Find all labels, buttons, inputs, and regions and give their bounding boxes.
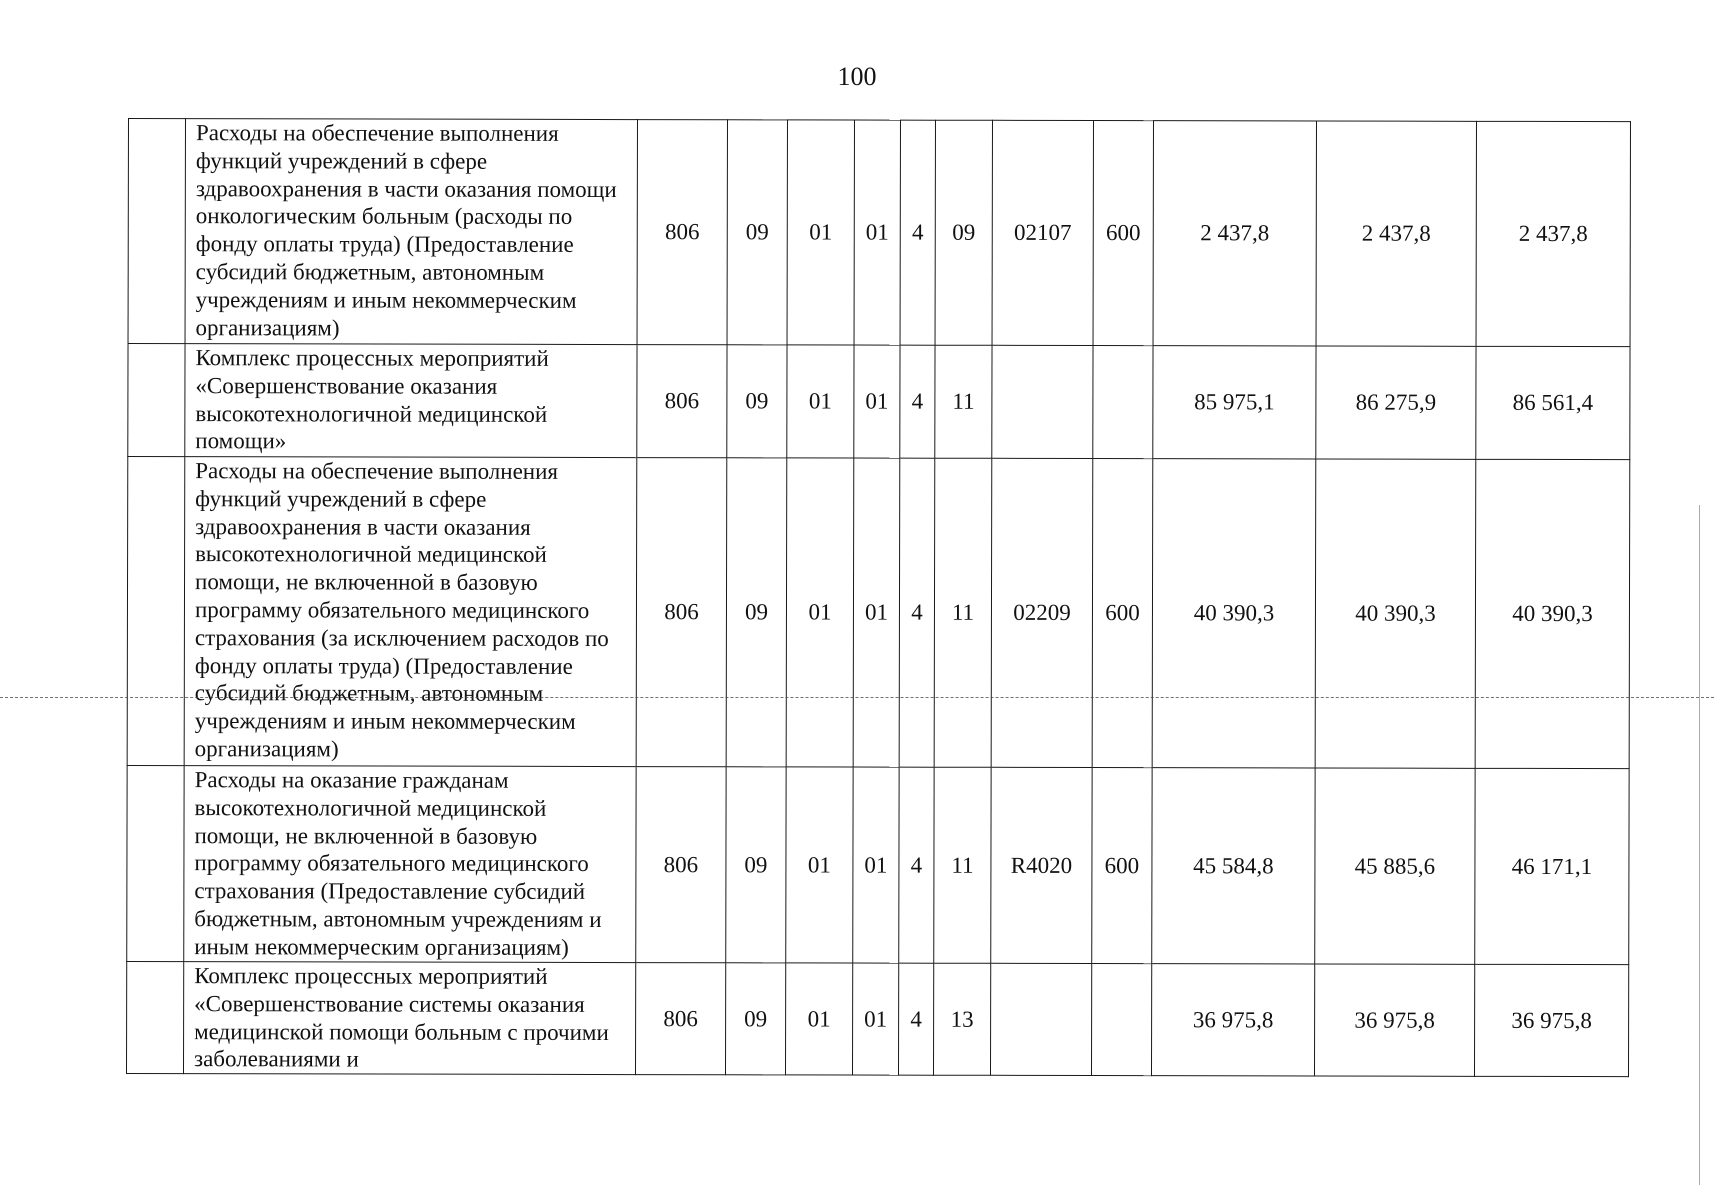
amount-year3-cell: 46 171,1	[1475, 768, 1629, 964]
amount-year3-cell: 2 437,8	[1476, 121, 1630, 346]
amount-year1-cell: 85 975,1	[1153, 346, 1316, 459]
amount-year2-cell: 36 975,8	[1314, 964, 1474, 1077]
expense-type-cell: 600	[1092, 459, 1153, 768]
row-number-cell	[127, 457, 185, 766]
ministry-code-cell: 806	[637, 120, 727, 345]
subsection-code-cell: 01	[785, 963, 852, 1075]
structure-element-cell: 11	[934, 767, 991, 963]
description-cell: Комплекс процессных мероприятий «Совершенствование оказания высокотехнологичной медицинской помощи»	[185, 344, 637, 458]
amount-year1-cell: 2 437,8	[1153, 121, 1316, 346]
table-row	[128, 119, 1630, 347]
ministry-code-cell: 806	[636, 767, 726, 963]
budget-table	[126, 118, 1631, 1077]
row-number-cell	[128, 344, 185, 457]
expense-type-cell: 600	[1092, 768, 1152, 964]
program-type-cell: 4	[898, 963, 933, 1075]
scan-edge-mark	[1699, 505, 1700, 1185]
row-number-cell	[128, 119, 185, 344]
description-cell: Расходы на обеспечение выполнения функций учреждений в сфере здравоохранения в части оказания помощи онкологическим больным (расходы по фонду оплаты труда) (Предоставление субсидий бюджетным, автономным учреждениям и иным некоммерческим организациям)	[185, 119, 637, 345]
section-code-cell: 09	[726, 767, 786, 963]
structure-element-cell: 09	[935, 120, 992, 345]
section-code-cell: 09	[725, 963, 785, 1075]
program-code-cell: 01	[853, 767, 899, 963]
subsection-code-cell: 01	[787, 120, 854, 345]
direction-code-cell: R4020	[991, 767, 1092, 963]
subsection-code-cell: 01	[786, 767, 853, 963]
direction-code-cell: 02209	[991, 458, 1093, 767]
amount-year1-cell: 36 975,8	[1151, 964, 1314, 1077]
subsection-code-cell: 01	[786, 458, 854, 767]
ministry-code-cell: 806	[635, 963, 725, 1075]
amount-year2-cell: 40 390,3	[1315, 459, 1476, 768]
description-cell: Расходы на оказание гражданам высокотехнологичной медицинской помощи, не включенной в базовую программу обязательного медицинского страхования (Предоставление субсидий бюджетным, автономным учреждениям и иным некоммерческим организациям)	[184, 766, 636, 963]
ministry-code-cell: 806	[636, 458, 727, 767]
program-code-cell: 01	[854, 345, 900, 458]
program-type-cell: 4	[899, 458, 935, 767]
description-cell: Комплекс процессных мероприятий «Совершенствование системы оказания медицинской помощи больным с прочими заболеваниями и	[183, 962, 635, 1075]
row-number-cell	[126, 961, 183, 1073]
row-number-cell	[127, 765, 184, 961]
amount-year3-cell: 36 975,8	[1474, 964, 1628, 1077]
subsection-code-cell: 01	[787, 345, 854, 458]
structure-element-cell: 11	[935, 345, 992, 458]
program-type-cell: 4	[900, 120, 935, 345]
program-code-cell: 01	[853, 458, 900, 767]
program-code-cell: 01	[854, 120, 900, 345]
section-code-cell: 09	[726, 458, 787, 767]
table-row	[127, 457, 1630, 769]
table-row	[127, 765, 1629, 964]
direction-code-cell	[990, 963, 1091, 1075]
amount-year3-cell: 40 390,3	[1475, 459, 1630, 768]
description-cell: Расходы на обеспечение выполнения функций учреждений в сфере здравоохранения в части оказания высокотехнологичной медицинской помощи, не включенной в базовую программу обязательного медицинского страхования (за исключением расходов по фонду оплаты труда) (Предоставление субсидий бюджетным, автономным учреждениям и иным некоммерческим организациям)	[184, 457, 637, 767]
amount-year2-cell: 86 275,9	[1316, 346, 1476, 459]
amount-year3-cell: 86 561,4	[1476, 346, 1630, 459]
amount-year2-cell: 2 437,8	[1316, 121, 1476, 346]
table-row	[126, 961, 1628, 1076]
amount-year2-cell: 45 885,6	[1315, 768, 1475, 964]
amount-year1-cell: 40 390,3	[1152, 459, 1316, 768]
expense-type-cell	[1091, 964, 1151, 1076]
expense-type-cell: 600	[1093, 121, 1153, 346]
scan-fold-line	[0, 697, 1714, 698]
expense-type-cell	[1093, 346, 1153, 459]
page-number: 100	[837, 62, 877, 91]
direction-code-cell: 02107	[992, 120, 1093, 345]
direction-code-cell	[992, 345, 1093, 458]
program-type-cell: 4	[900, 345, 935, 458]
structure-element-cell: 13	[933, 963, 990, 1075]
structure-element-cell: 11	[934, 458, 992, 767]
ministry-code-cell: 806	[637, 345, 727, 458]
table-row	[128, 344, 1630, 460]
program-code-cell: 01	[852, 963, 898, 1075]
section-code-cell: 09	[727, 120, 787, 345]
program-type-cell: 4	[899, 767, 934, 963]
section-code-cell: 09	[727, 345, 787, 458]
amount-year1-cell: 45 584,8	[1152, 768, 1315, 964]
